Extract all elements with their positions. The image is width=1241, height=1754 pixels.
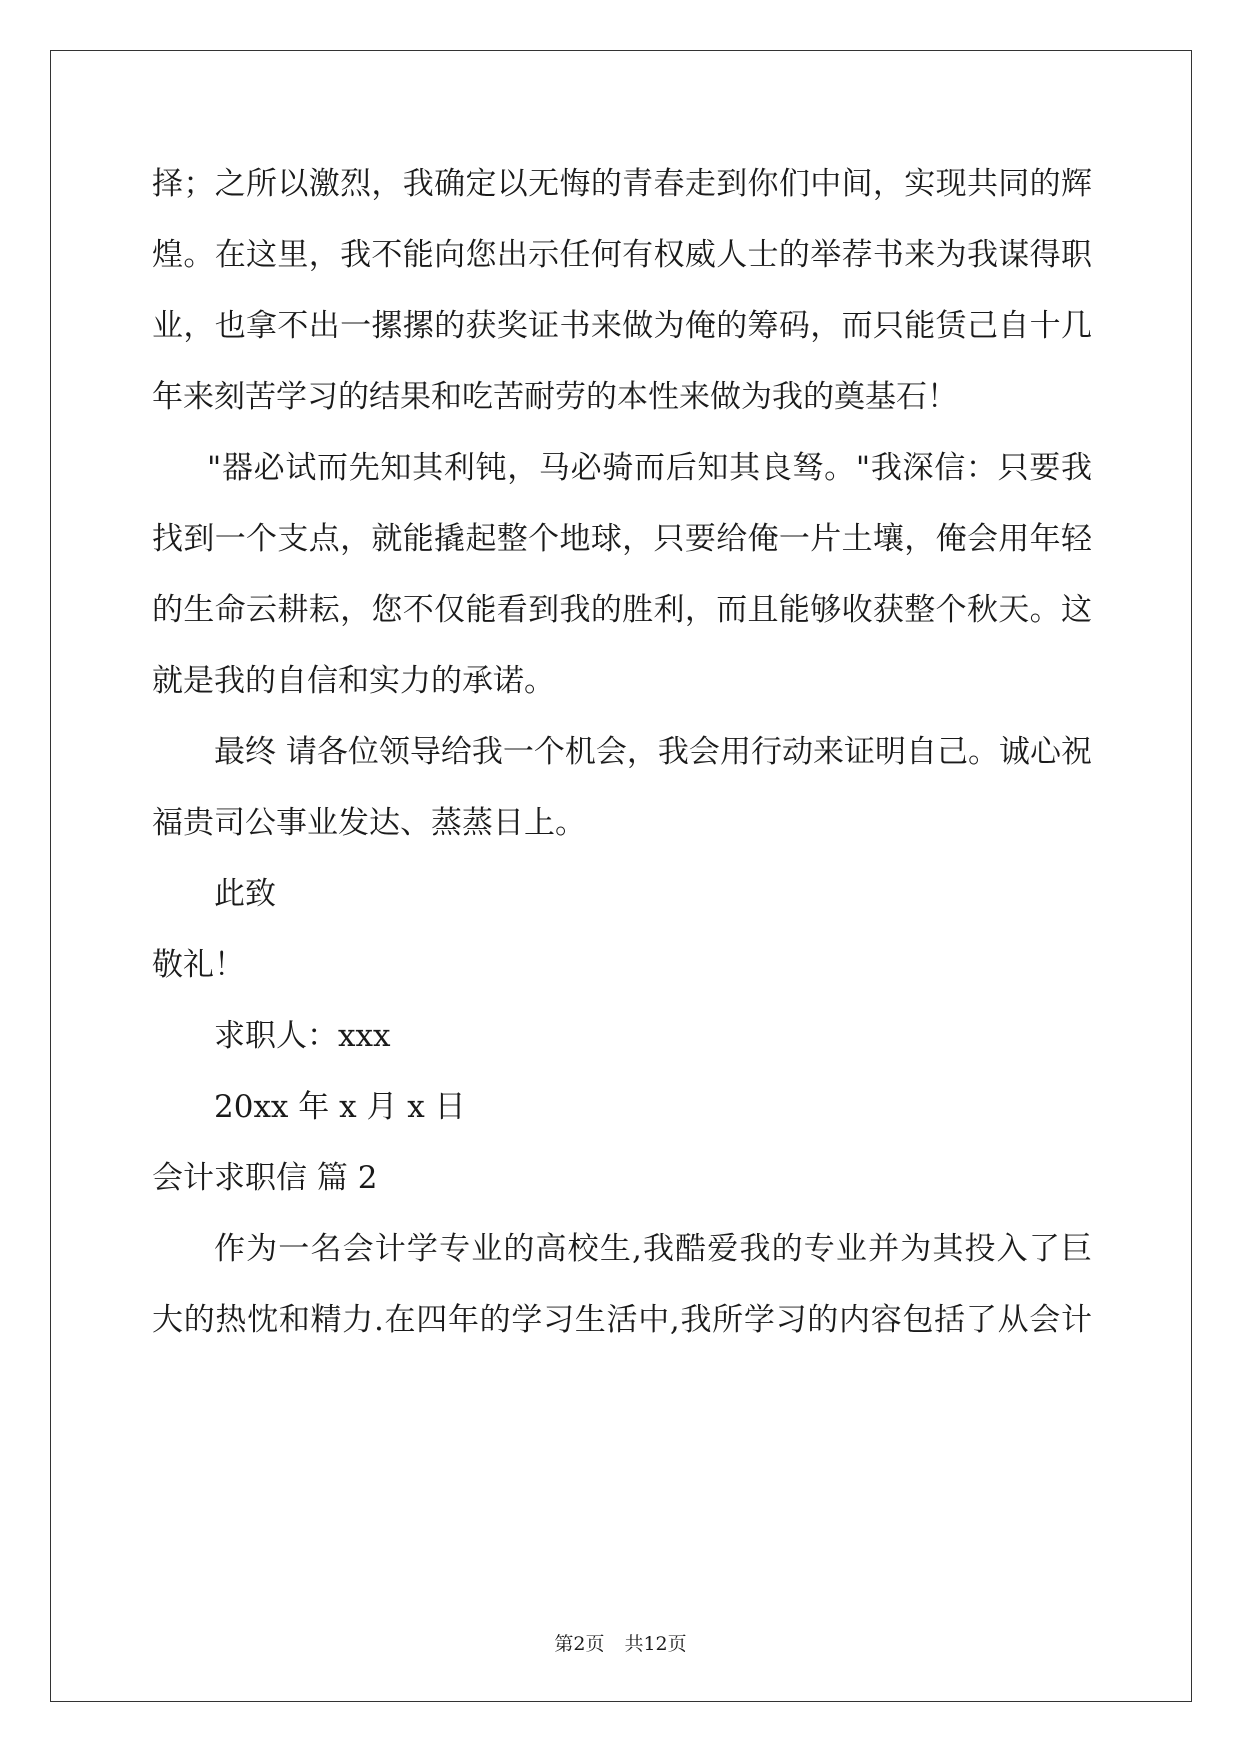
text-line: 福贵司公事业发达、蒸蒸日上。: [152, 805, 586, 841]
text-line: 最终 请各位领导给我一个机会，我会用行动来证明自己。诚心祝: [214, 734, 1092, 770]
salutation-closing: 此致: [214, 876, 276, 912]
salutation-respect: 敬礼！: [152, 947, 245, 983]
text-line: 找到一个支点，就能撬起整个地球，只要给俺一片土壤，俺会用年轻: [152, 521, 1092, 557]
page-footer: [0, 1632, 1241, 1656]
text-line: 择；之所以激烈，我确定以无悔的青春走到你们中间，实现共同的辉: [152, 166, 1092, 202]
applicant-signature: 求职人：xxx: [214, 1018, 391, 1054]
text-line: "器必试而先知其利钝，马必骑而后知其良驽。"我深信：只要我: [207, 450, 1092, 486]
text-line: 的生命云耕耘，您不仅能看到我的胜利，而且能够收获整个秋天。这: [152, 592, 1092, 628]
text-line: 业，也拿不出一摞摞的获奖证书来做为俺的筹码，而只能赁己自十几: [152, 308, 1092, 344]
text-line: 年来刻苦学习的结果和吃苦耐劳的本性来做为我的奠基石！: [152, 379, 958, 415]
text-line: 煌。在这里，我不能向您出示任何有权威人士的举荐书来为我谋得职: [152, 237, 1092, 273]
letter-date: 20xx 年 x 月 x 日: [214, 1089, 466, 1125]
section-heading: 会计求职信 篇 2: [152, 1160, 378, 1196]
page-number-current: 第2页: [554, 1633, 605, 1655]
text-line: 大的热忱和精力.在四年的学习生活中,我所学习的内容包括了从会计: [152, 1302, 1092, 1338]
text-line: 就是我的自信和实力的承诺。: [152, 663, 555, 699]
page-number-total: 共12页: [624, 1633, 687, 1655]
text-line: 作为一名会计学专业的高校生,我酷爱我的专业并为其投入了巨: [214, 1231, 1092, 1267]
